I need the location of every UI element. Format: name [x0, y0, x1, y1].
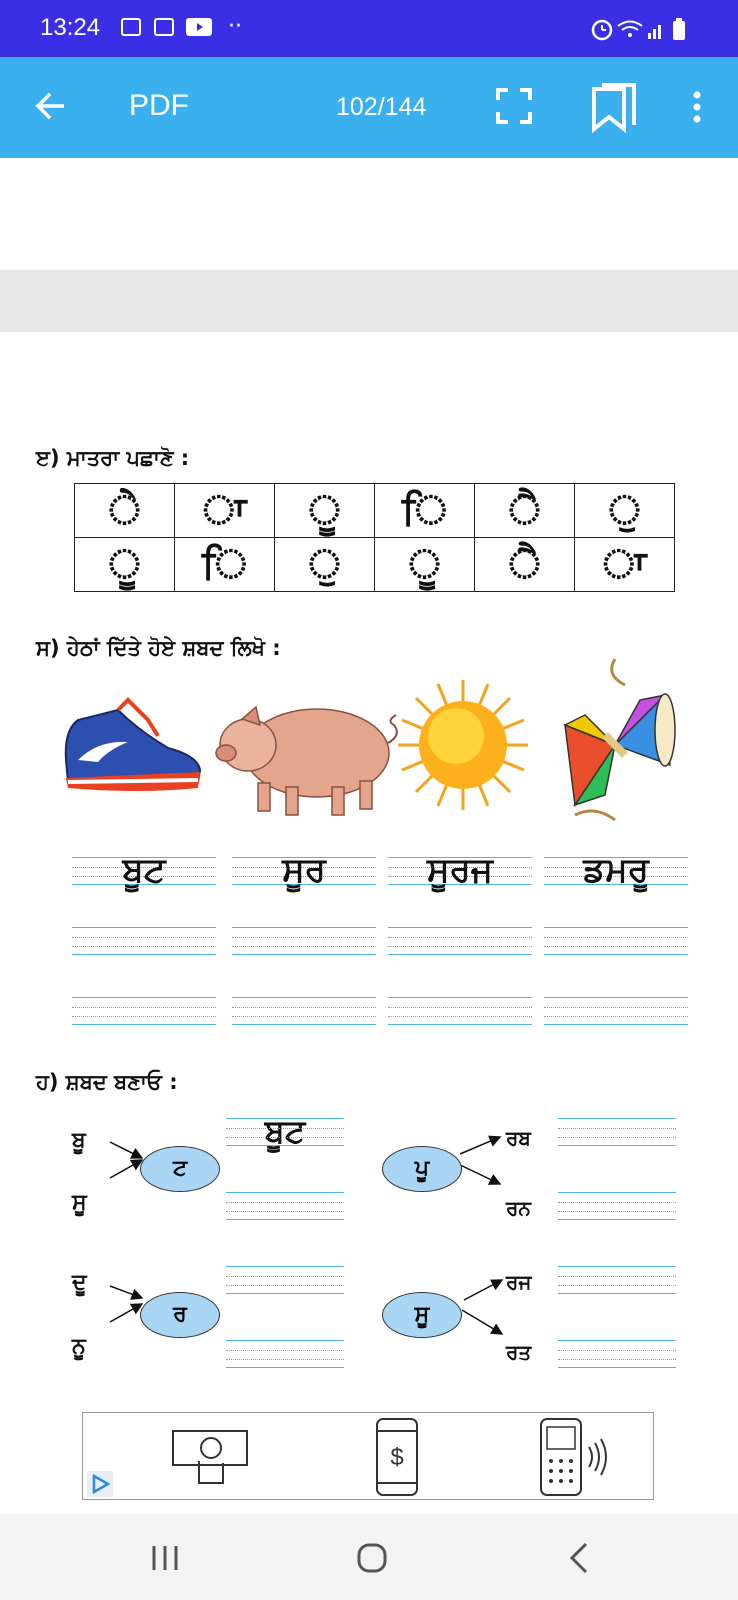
section-s-heading: ਸ) ਹੇਠਾਂ ਦਿੱਤੇ ਹੋਏ ਸ਼ਬਦ ਲਿਖੋ :	[36, 636, 281, 660]
letter-bu: ਬੂ	[72, 1128, 86, 1153]
cash-icon	[171, 1423, 251, 1489]
matra-cell: ੈ	[475, 538, 575, 592]
phone-contactless-icon	[539, 1417, 619, 1497]
letter-nu: ਨੂ	[72, 1334, 86, 1359]
matra-cell: ਾ	[175, 484, 275, 538]
status-icons-right	[590, 17, 700, 43]
svg-text:$: $	[390, 1444, 404, 1471]
matra-cell: ੇ	[75, 484, 175, 538]
writing-line	[558, 1266, 676, 1294]
more-vert-icon[interactable]	[690, 89, 704, 125]
word-pig: ਸੂਰ	[282, 850, 326, 890]
phone-dollar-icon	[375, 1417, 419, 1497]
more-notifications-dots: ··	[228, 14, 242, 39]
page-indicator[interactable]: 102/144	[336, 93, 427, 121]
gallery-icon	[121, 18, 141, 36]
matra-cell: ਾ	[575, 538, 675, 592]
back-icon[interactable]	[568, 1542, 590, 1574]
matra-cell: ੁ	[275, 538, 375, 592]
matra-table	[74, 483, 675, 592]
matra-cell: ਿ	[375, 484, 475, 538]
writing-line	[388, 997, 532, 1025]
back-arrow-icon[interactable]	[34, 89, 68, 123]
word-shoe: ਬੂਟ	[122, 850, 166, 890]
suffix-rab: ਰਬ	[506, 1126, 531, 1150]
calendar-icon	[154, 18, 174, 36]
writing-line	[226, 1118, 344, 1146]
ad-choices-icon[interactable]	[87, 1471, 113, 1497]
answer-boot: ਬੂਟ	[264, 1112, 306, 1150]
suffix-rat: ਰਤ	[506, 1340, 532, 1364]
home-icon[interactable]	[356, 1542, 388, 1574]
letter-du: ਦੂ	[72, 1270, 87, 1295]
status-time: 13:24	[40, 14, 101, 41]
word-sun: ਸੂਰਜ	[427, 850, 493, 890]
fullscreen-icon[interactable]	[496, 88, 532, 124]
suffix-ran: ਰਨ	[506, 1196, 531, 1220]
writing-line	[226, 1192, 344, 1220]
letter-su: ਸੂ	[72, 1190, 87, 1215]
writing-line	[72, 997, 216, 1025]
recents-icon[interactable]	[150, 1544, 180, 1572]
writing-line	[558, 1192, 676, 1220]
damru-illustration	[545, 655, 685, 825]
writing-line	[558, 1340, 676, 1368]
matra-cell: ੂ	[375, 538, 475, 592]
navigation-bar	[0, 1514, 738, 1600]
youtube-icon	[186, 18, 212, 36]
matra-cell: ੈ	[475, 484, 575, 538]
matra-cell: ਿ	[175, 538, 275, 592]
writing-line	[544, 997, 688, 1025]
writing-line	[232, 997, 376, 1025]
center-ellipse: ਟ	[140, 1146, 220, 1192]
section-h-heading: ਹ) ਸ਼ਬਦ ਬਣਾਓ :	[36, 1070, 178, 1094]
writing-line	[558, 1118, 676, 1146]
word-damru: ਡਮਰੂ	[583, 850, 649, 890]
status-bar	[0, 0, 738, 57]
matra-cell: ੂ	[275, 484, 375, 538]
writing-line	[388, 927, 532, 955]
pig-illustration	[212, 695, 402, 820]
app-bar	[0, 57, 738, 158]
center-ellipse: ਪੂ	[382, 1146, 462, 1192]
writing-line	[544, 927, 688, 955]
center-ellipse: ਸੂ	[382, 1292, 462, 1338]
writing-line	[226, 1340, 344, 1368]
suffix-raj: ਰਜ	[506, 1270, 532, 1294]
writing-line	[226, 1266, 344, 1294]
shoe-illustration	[58, 690, 208, 800]
matra-cell: ੂ	[75, 538, 175, 592]
bookmark-icon[interactable]	[590, 83, 638, 133]
center-ellipse: ਰ	[140, 1292, 220, 1338]
sun-illustration	[396, 678, 530, 812]
section-e-heading: ੲ) ਮਾਤਰਾ ਪਛਾਣੋ :	[36, 446, 190, 470]
page-separator	[0, 270, 738, 332]
writing-line	[232, 927, 376, 955]
ad-banner[interactable]	[82, 1412, 654, 1500]
writing-line	[72, 927, 216, 955]
matra-cell: ੁ	[575, 484, 675, 538]
app-title: PDF	[129, 89, 189, 122]
